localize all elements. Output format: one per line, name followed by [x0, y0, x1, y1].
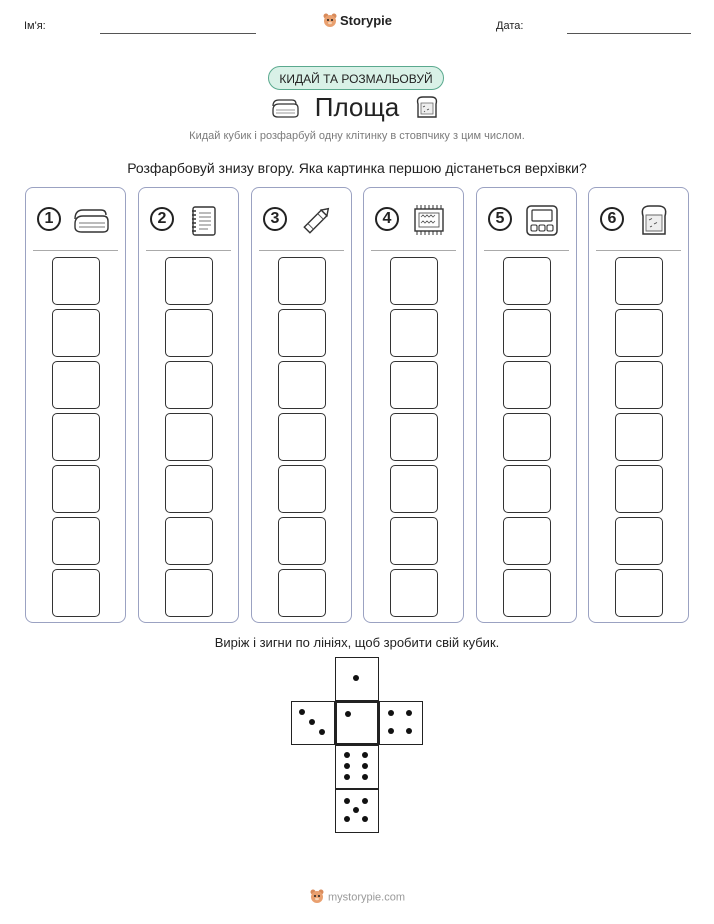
color-cell[interactable]: [165, 413, 213, 461]
color-cell[interactable]: [278, 569, 326, 617]
storypie-logo-icon: [309, 888, 325, 907]
color-cell[interactable]: [615, 569, 663, 617]
brand: [0, 12, 714, 31]
activity-badge: КИДАЙ ТА РОЗМАЛЬОВУЙ: [268, 66, 444, 90]
die-pip: [362, 752, 368, 758]
column-number: 1: [37, 207, 61, 231]
color-cell[interactable]: [615, 257, 663, 305]
column-divider: [259, 250, 344, 251]
column-divider: [33, 250, 118, 251]
die-pip: [344, 816, 350, 822]
die-face-top: [335, 657, 379, 701]
color-cell[interactable]: [615, 361, 663, 409]
color-cell[interactable]: [390, 517, 438, 565]
color-cell[interactable]: [503, 517, 551, 565]
color-cell[interactable]: [165, 361, 213, 409]
page-title: Площа: [314, 92, 400, 122]
color-cell[interactable]: [503, 465, 551, 513]
column-1: [25, 187, 126, 623]
footer: [0, 888, 714, 907]
die-pip: [344, 763, 350, 769]
color-cell[interactable]: [390, 361, 438, 409]
die-pip: [362, 774, 368, 780]
color-cell[interactable]: [165, 465, 213, 513]
die-pip: [353, 675, 359, 681]
color-cell[interactable]: [52, 309, 100, 357]
column-number: 3: [263, 207, 287, 231]
die-pip: [345, 711, 351, 717]
color-cell[interactable]: [165, 309, 213, 357]
die-face-left: [291, 701, 335, 745]
color-cell[interactable]: [278, 517, 326, 565]
color-cell[interactable]: [615, 517, 663, 565]
die-pip: [362, 816, 368, 822]
cut-instruction: Виріж і зигни по лініях, щоб зробити свій кубик.: [214, 635, 500, 650]
color-cell[interactable]: [165, 517, 213, 565]
color-cell[interactable]: [52, 257, 100, 305]
color-cell[interactable]: [615, 465, 663, 513]
color-cell[interactable]: [165, 569, 213, 617]
die-pip: [362, 763, 368, 769]
color-cell[interactable]: [390, 465, 438, 513]
die-pip: [344, 798, 350, 804]
die-face-bottom: [335, 745, 379, 789]
color-cell[interactable]: [503, 257, 551, 305]
die-face-back: [335, 789, 379, 833]
color-cell[interactable]: [278, 361, 326, 409]
folded-towel-icon: [71, 202, 111, 238]
column-number: 2: [150, 207, 174, 231]
toast-icon: [634, 202, 674, 238]
name-label: Ім'я:: [24, 20, 46, 32]
column-2: [138, 187, 239, 623]
column-divider: [371, 250, 456, 251]
color-cell[interactable]: [52, 569, 100, 617]
crayon-icon: [297, 202, 337, 238]
color-cell[interactable]: [390, 309, 438, 357]
date-label: Дата:: [496, 20, 524, 32]
color-cell[interactable]: [52, 517, 100, 565]
color-cell[interactable]: [278, 413, 326, 461]
die-pip: [362, 798, 368, 804]
die-pip: [319, 729, 325, 735]
die-pip: [344, 752, 350, 758]
column-divider: [596, 250, 681, 251]
color-cell[interactable]: [52, 465, 100, 513]
footer-url[interactable]: mystorypie.com: [327, 891, 406, 904]
die-pip: [309, 719, 315, 725]
color-cell[interactable]: [390, 257, 438, 305]
color-cell[interactable]: [52, 361, 100, 409]
die-pip: [299, 709, 305, 715]
color-cell[interactable]: [278, 309, 326, 357]
color-cell[interactable]: [615, 309, 663, 357]
toast-icon: [413, 93, 441, 126]
rug-icon: [409, 202, 449, 238]
color-cell[interactable]: [278, 257, 326, 305]
die-face-right: [379, 701, 423, 745]
color-cell[interactable]: [503, 413, 551, 461]
column-number: 5: [488, 207, 512, 231]
color-cell[interactable]: [52, 413, 100, 461]
storypie-logo-icon: [322, 12, 338, 31]
color-cell[interactable]: [278, 465, 326, 513]
column-number: 4: [375, 207, 399, 231]
instruction: Розфарбовуй знизу вгору. Яка картинка першою дістанеться верхівки?: [127, 160, 587, 176]
die-pip: [406, 710, 412, 716]
die-face-center: [335, 701, 379, 745]
timer-icon: [522, 202, 562, 238]
date-line: [567, 33, 691, 34]
column-divider: [484, 250, 569, 251]
brand-name: Storypie: [339, 12, 392, 28]
color-cell[interactable]: [390, 413, 438, 461]
die-pip: [388, 710, 394, 716]
column-3: [251, 187, 352, 623]
color-cell[interactable]: [503, 309, 551, 357]
name-line: [100, 33, 256, 34]
column-4: [363, 187, 464, 623]
column-5: [476, 187, 577, 623]
die-pip: [353, 807, 359, 813]
color-cell[interactable]: [503, 569, 551, 617]
die-pip: [406, 728, 412, 734]
color-cell[interactable]: [615, 413, 663, 461]
column-number: 6: [600, 207, 624, 231]
subtitle: Кидай кубик і розфарбуй одну клітинку в стовпчику з цим числом.: [189, 130, 525, 142]
column-6: [588, 187, 689, 623]
die-pip: [388, 728, 394, 734]
color-cell[interactable]: [503, 361, 551, 409]
die-pip: [344, 774, 350, 780]
color-cell[interactable]: [390, 569, 438, 617]
color-cell[interactable]: [165, 257, 213, 305]
column-divider: [146, 250, 231, 251]
notebook-icon: [184, 202, 224, 238]
